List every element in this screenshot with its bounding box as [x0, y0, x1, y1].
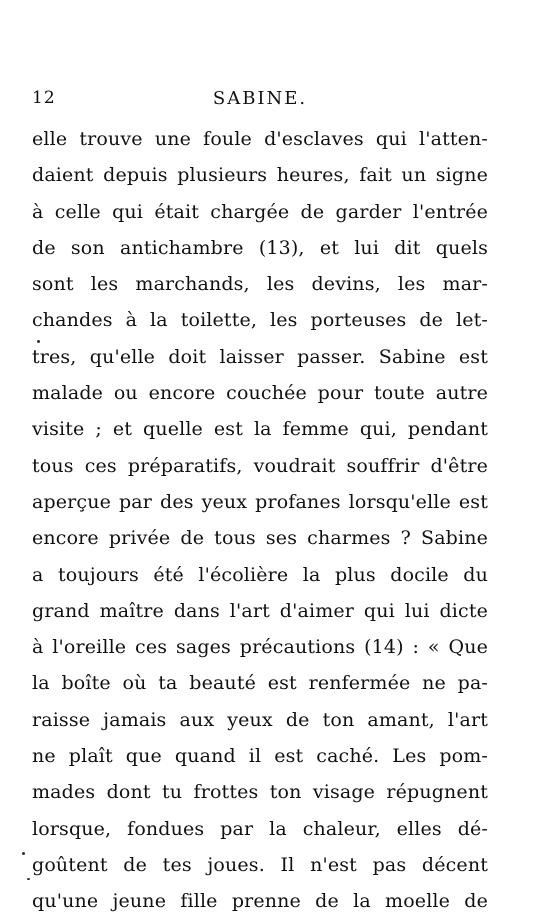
page-number: 12 [32, 88, 56, 108]
text-line: ne plaît que quand il est caché. Les pom- [32, 745, 488, 768]
text-line: à l'oreille ces sages précautions (14) : « Que [32, 636, 488, 659]
text-line: à celle qui était chargée de garder l'entrée [32, 200, 488, 223]
text-line: encore privée de tous ses charmes ? Sabine [32, 527, 488, 550]
text-line: de son antichambre (13), et lui dit quels [32, 236, 488, 259]
text-line: mades dont tu frottes ton visage répugnent [32, 781, 488, 804]
text-line: elle trouve une foule d'esclaves qui l'atten- [32, 128, 488, 150]
text-line: daient depuis plusieurs heures, fait un signe [32, 164, 488, 187]
body-text [32, 121, 488, 920]
text-line: tous ces préparatifs, voudrait souffrir d'être [32, 454, 488, 477]
page-header [32, 88, 488, 118]
text-line: qu'une jeune fille prenne de la moelle de [32, 890, 488, 913]
text-line: chandes à la toilette, les porteuses de let- [32, 309, 488, 332]
text-line: malade ou encore couchée pour toute autre [32, 382, 488, 405]
text-line: tres, qu'elle doit laisser passer. Sabine est [32, 345, 488, 368]
print-speck [22, 852, 25, 855]
print-speck [37, 340, 40, 343]
text-line: goûtent de tes joues. Il n'est pas décent [32, 853, 488, 876]
text-line: aperçue par des yeux profanes lorsqu'elle est [32, 490, 488, 513]
text-line: sont les marchands, les devins, les mar- [32, 273, 488, 296]
text-line: lorsque, fondues par la chaleur, elles dé- [32, 817, 488, 840]
text-line: a toujours été l'écolière la plus docile du [32, 563, 488, 586]
text-line: raisse jamais aux yeux de ton amant, l'art [32, 708, 488, 731]
print-speck [27, 878, 30, 880]
running-title: SABINE. [212, 88, 308, 109]
text-line: visite ; et quelle est la femme qui, pendant [32, 418, 488, 441]
text-line: grand maître dans l'art d'aimer qui lui dicte [32, 599, 488, 622]
text-line: la boîte où ta beauté est renfermée ne pa- [32, 672, 488, 695]
